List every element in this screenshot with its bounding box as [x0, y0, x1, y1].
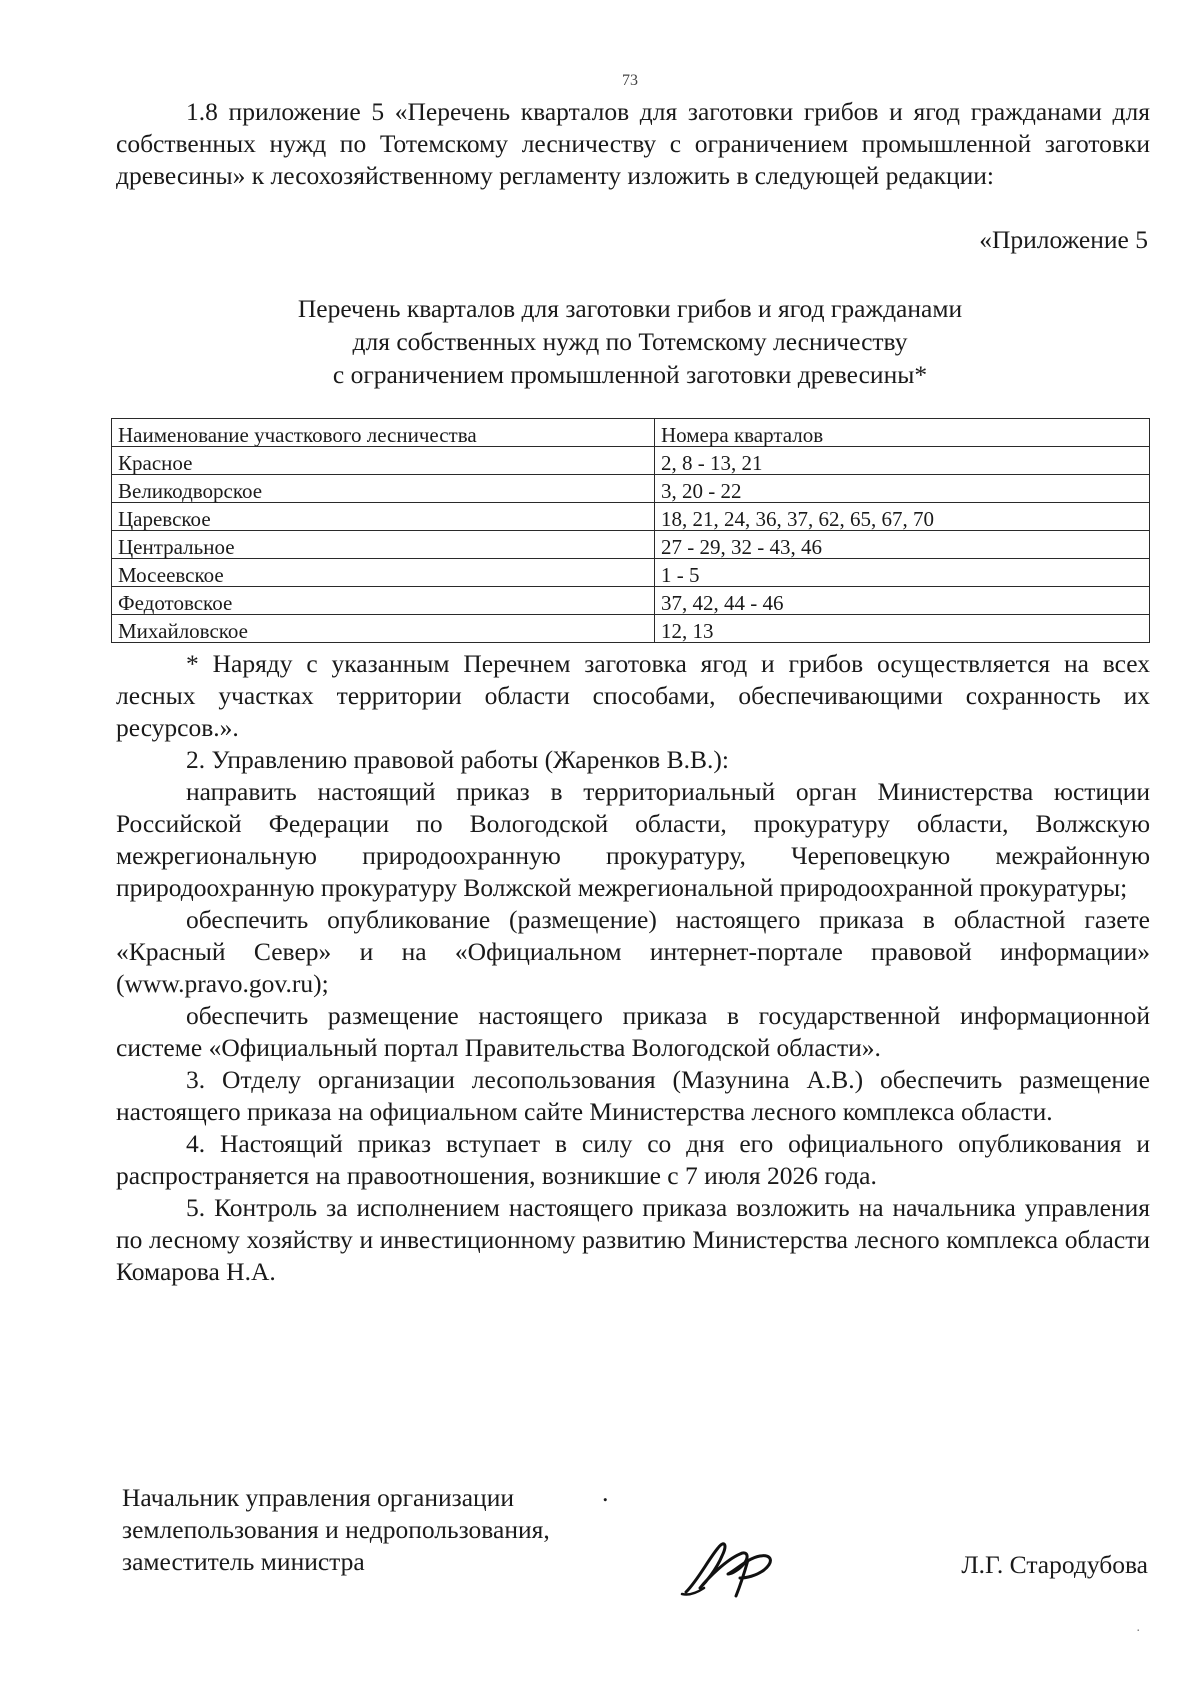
signer-position-line: землепользования и недропользования, — [122, 1515, 550, 1544]
item-1-8-paragraph — [116, 96, 1150, 192]
quarter-numbers-cell: 2, 8 - 13, 21 — [655, 447, 1150, 475]
title-line: для собственных нужд по Тотемскому лесничеству — [352, 327, 908, 356]
item-3-paragraph: 3. Отделу организации лесопользования (Мазунина А.В.) обеспечить размещение настоящего приказа на официальном сайте Министерства лесного комплекса области. — [116, 1065, 1150, 1126]
body-text — [116, 648, 1150, 1288]
handwritten-signature — [678, 1530, 793, 1605]
forestry-name-cell: Красное — [112, 447, 655, 475]
table-row — [112, 531, 1150, 559]
table-row — [112, 559, 1150, 587]
forestry-name-cell: Михайловское — [112, 615, 655, 643]
quarters-table — [111, 418, 1150, 643]
forestry-name-cell: Мосеевское — [112, 559, 655, 587]
appendix-title — [150, 292, 1110, 391]
title-line: Перечень кварталов для заготовки грибов и ягод гражданами — [297, 294, 963, 323]
forestry-name-cell: Царевское — [112, 503, 655, 531]
table-row — [112, 447, 1150, 475]
item-2-paragraph: 2. Управлению правовой работы (Жаренков В.В.): — [186, 745, 729, 774]
item-4-paragraph: 4. Настоящий приказ вступает в силу со дня его официального опубликования и распространяется на правоотношения, возникшие с 7 июля 2026 года. — [116, 1129, 1150, 1190]
signer-position — [122, 1482, 550, 1578]
item-2-publish-paragraph: обеспечить опубликование (размещение) настоящего приказа в областной газете «Красный Север» и на «Официальном интернет-портале правовой информации» (www.pravo.gov.ru); — [116, 905, 1150, 998]
forestry-name-cell: Великодворское — [112, 475, 655, 503]
forestry-name-cell: Центральное — [112, 531, 655, 559]
table-row — [112, 615, 1150, 643]
quarter-numbers-cell: 18, 21, 24, 36, 37, 62, 65, 67, 70 — [655, 503, 1150, 531]
item-1-8-text: 1.8 приложение 5 «Перечень кварталов для заготовки грибов и ягод гражданами для собственных нужд по Тотемскому лесничеству с ограничением промышленной заготовки древесины» к лесохозяйственному регламенту изложить в следующей редакции: — [116, 97, 1150, 190]
signer-position-line: Начальник управления организации — [122, 1483, 515, 1512]
item-5-paragraph: 5. Контроль за исполнением настоящего приказа возложить на начальника управления по лесному хозяйству и инвестиционному развитию Министерства лесного комплекса области Комарова Н.А. — [116, 1193, 1150, 1286]
title-line: с ограничением промышленной заготовки древесины* — [332, 360, 928, 389]
forestry-name-cell: Федотовское — [112, 587, 655, 615]
quarter-numbers-cell: 27 - 29, 32 - 43, 46 — [655, 531, 1150, 559]
table-row — [112, 475, 1150, 503]
item-2-placement-paragraph: обеспечить размещение настоящего приказа в государственной информационной системе «Официальный портал Правительства Вологодской области». — [116, 1001, 1150, 1062]
table-row — [112, 503, 1150, 531]
header-quarter-numbers: Номера кварталов — [655, 419, 1150, 447]
quarter-numbers-cell: 12, 13 — [655, 615, 1150, 643]
signer-name: Л.Г. Стародубова — [961, 1550, 1148, 1579]
signer-position-line: заместитель министра — [122, 1547, 365, 1576]
page-number: 73 — [622, 72, 638, 89]
item-2-send-paragraph: направить настоящий приказ в территориальный орган Министерства юстиции Российской Федерации по Вологодской области, прокуратуру области, Волжскую межрегиональную природоохранную прокуратуру, Череповецкую межрайонную природоохранную прокуратуру Волжской межрегиональной природоохранной прокуратуры; — [116, 777, 1150, 902]
header-forestry-name: Наименование участкового лесничества — [112, 419, 655, 447]
footnote-paragraph: * Наряду с указанным Перечнем заготовка ягод и грибов осуществляется на всех лесных участках территории области способами, обеспечивающими сохранность их ресурсов.». — [116, 649, 1150, 742]
quarter-numbers-cell: 37, 42, 44 - 46 — [655, 587, 1150, 615]
stray-mark: . — [602, 1478, 609, 1507]
appendix-reference: «Приложение 5 — [979, 225, 1148, 254]
table-header-row — [112, 419, 1150, 447]
stray-mark: . — [1136, 1620, 1140, 1635]
table-row — [112, 587, 1150, 615]
quarter-numbers-cell: 1 - 5 — [655, 559, 1150, 587]
quarter-numbers-cell: 3, 20 - 22 — [655, 475, 1150, 503]
